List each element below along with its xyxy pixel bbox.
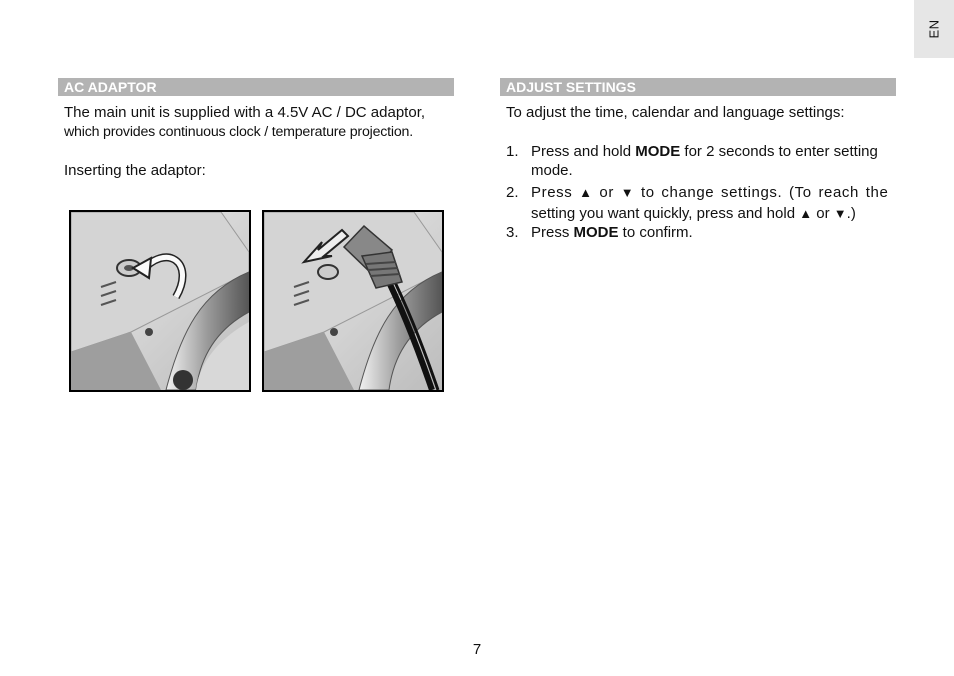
- mode-key-label: MODE: [573, 224, 619, 241]
- language-tab-label: EN: [926, 19, 942, 39]
- page-number: 7: [472, 641, 482, 658]
- step-text-part: Press: [531, 184, 573, 201]
- adaptor-plug-illustration: [264, 212, 442, 390]
- step-text-part: or: [599, 184, 614, 201]
- language-tab: [914, 0, 954, 58]
- step-text-part: for 2 seconds to enter setting: [680, 143, 878, 160]
- step-text-part: or: [816, 205, 830, 222]
- step-number: 2.: [506, 184, 519, 201]
- step-text-part: mode.: [531, 162, 573, 179]
- step-text-part: Press and hold: [531, 143, 636, 160]
- step-number: 1.: [506, 143, 519, 160]
- step-text-part: setting you want quickly, press and hold: [531, 205, 796, 222]
- adaptor-socket-illustration: [71, 212, 249, 390]
- step-text-part: .): [846, 205, 856, 222]
- down-arrow-icon: ▼: [620, 185, 635, 200]
- step-text: [531, 204, 896, 223]
- adjust-settings-intro: To adjust the time, calendar and language settings:: [506, 104, 845, 121]
- up-arrow-icon: ▲: [579, 185, 593, 200]
- ac-adaptor-paragraph-line1: The main unit is supplied with a 4.5V AC / DC adaptor,: [64, 104, 426, 121]
- down-arrow-icon: ▼: [833, 206, 847, 221]
- step-number: 3.: [506, 224, 519, 241]
- ac-adaptor-paragraph-line2: which provides continuous clock / temperature projection.: [64, 124, 413, 140]
- inserting-adaptor-label: Inserting the adaptor:: [64, 162, 206, 179]
- mode-key-label: MODE: [635, 143, 681, 160]
- up-arrow-icon: ▲: [799, 206, 813, 221]
- section-heading-ac-adaptor-text: AC ADAPTOR: [64, 79, 157, 95]
- section-heading-adjust-settings-text: ADJUST SETTINGS: [506, 79, 636, 95]
- section-heading-adjust-settings: [500, 78, 896, 96]
- step-text-part: Press: [531, 224, 574, 241]
- step-text-part: to change settings. (To reach the: [640, 184, 889, 201]
- section-heading-ac-adaptor: [58, 78, 454, 96]
- step-text-part: to confirm.: [618, 224, 693, 241]
- step-text: [531, 142, 896, 180]
- step-text: [531, 183, 896, 202]
- adaptor-socket-cover-photo: [69, 210, 251, 392]
- step-text: [531, 223, 896, 242]
- adaptor-plug-insert-photo: [262, 210, 444, 392]
